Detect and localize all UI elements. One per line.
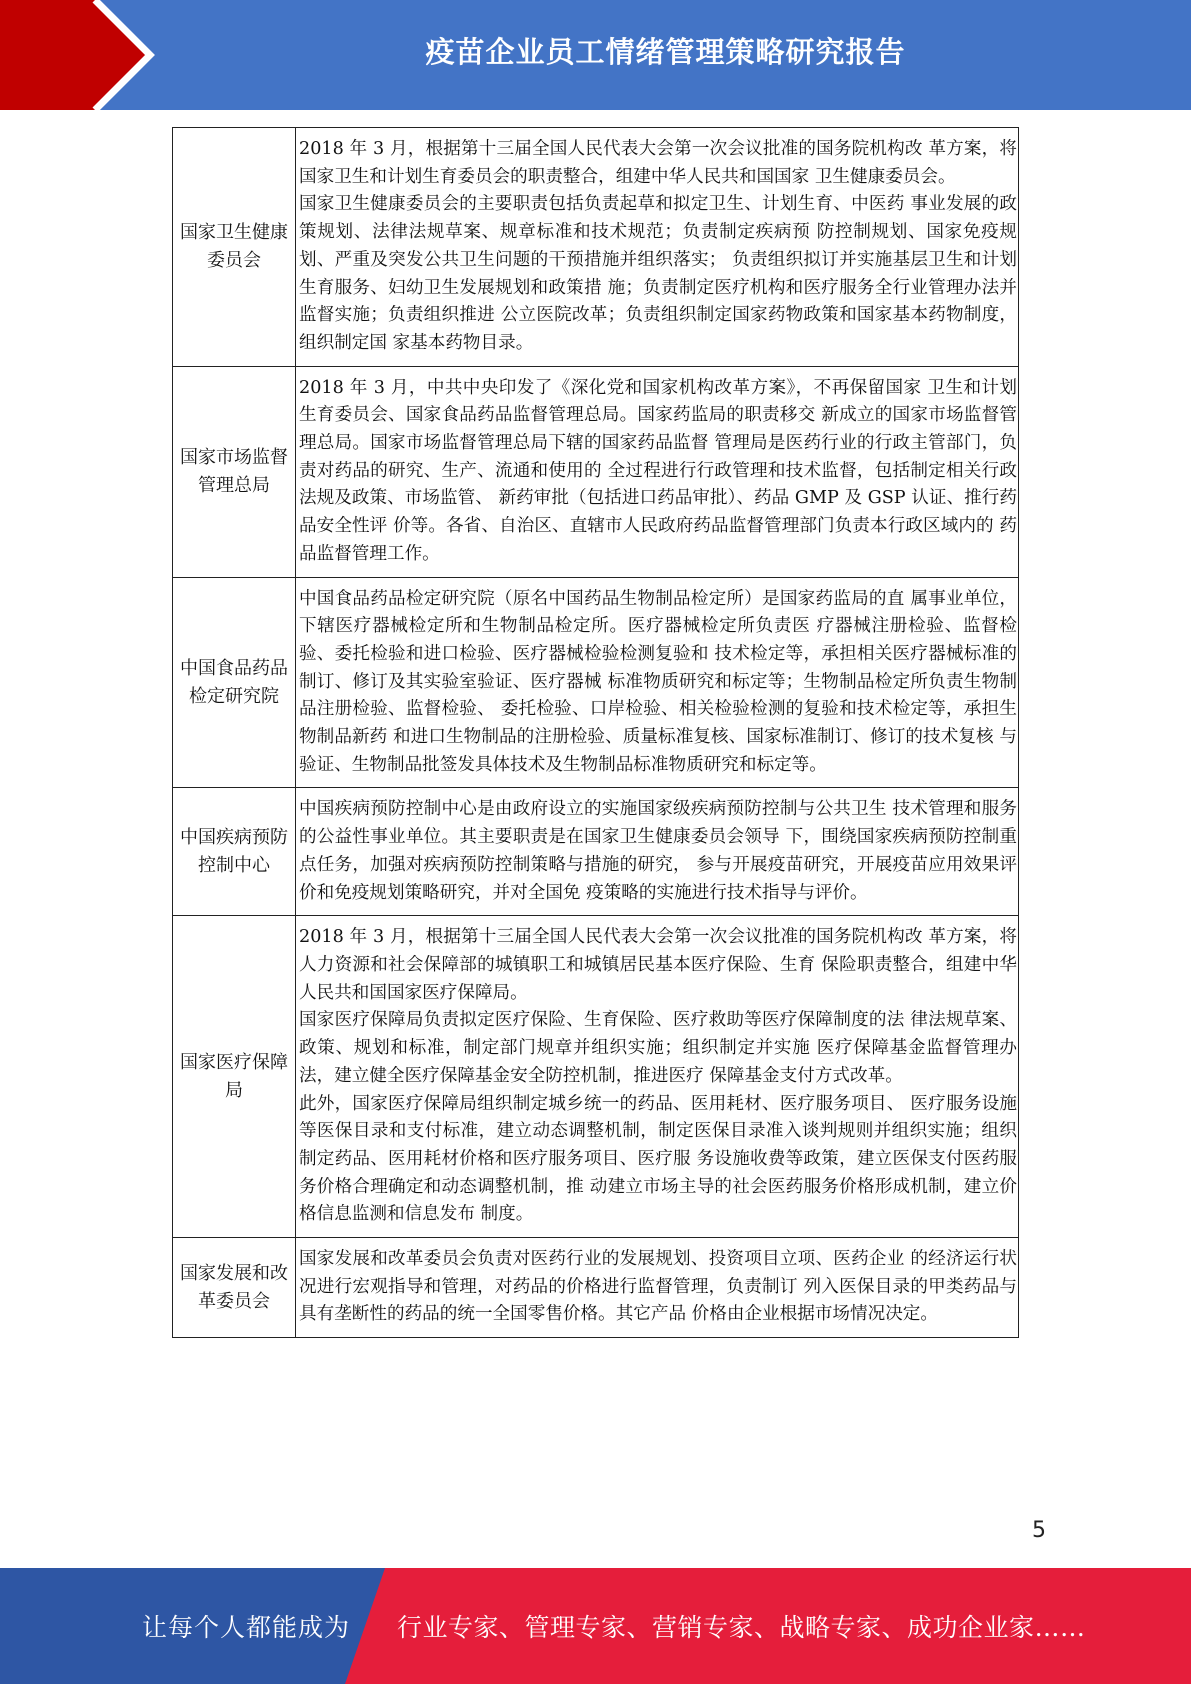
organization-duties (296, 788, 1019, 916)
page-footer (0, 1568, 1191, 1684)
table-row (173, 788, 1019, 916)
duty-paragraph: 国家医疗保障局负责拟定医疗保险、生育保险、医疗救助等医疗保障制度的法 律法规草案、政策、规划和标准，制定部门规章并组织实施；组织制定并实施 医疗保障基金监督管理办法，建立健全医疗保障基金安全防控机制，推进医疗 保障基金支付方式改革。 (299, 1010, 1017, 1086)
table-row (173, 916, 1019, 1238)
organization-name: 中国食品药品检定研究院 (173, 577, 296, 788)
organization-name: 国家卫生健康委员会 (173, 128, 296, 367)
regulator-table (172, 127, 1019, 1338)
organization-name: 国家市场监督管理总局 (173, 366, 296, 577)
table-row (173, 366, 1019, 577)
table-row (173, 577, 1019, 788)
organization-name: 国家医疗保障局 (173, 916, 296, 1238)
organization-duties (296, 1238, 1019, 1338)
organization-duties (296, 577, 1019, 788)
duty-paragraph: 2018 年 3 月，根据第十三届全国人民代表大会第一次会议批准的国务院机构改 革方案，将人力资源和社会保障部的城镇职工和城镇居民基本医疗保险、生育 保险职责整合，组建中华人民共和国国家医疗保障局。 (299, 927, 1017, 1003)
organization-name: 国家发展和改革委员会 (173, 1238, 296, 1338)
duty-paragraph: 国家发展和改革委员会负责对医药行业的发展规划、投资项目立项、医药企业 的经济运行状况进行宏观指导和管理，对药品的价格进行监督管理，负责制订 列入医保目录的甲类药品与具有垄断性的药品的统一全国零售价格。其它产品 价格由企业根据市场情况决定。 (299, 1249, 1017, 1325)
page-number: 5 (1032, 1518, 1046, 1543)
page-header (0, 0, 1191, 110)
duty-paragraph: 国家卫生健康委员会的主要职责包括负责起草和拟定卫生、计划生育、中医药 事业发展的政策规划、法律法规草案、规章标准和技术规范；负责制定疾病预 防控制规划、国家免疫规划、严重及突发公共卫生问题的干预措施并组织落实； 负责组织拟订并实施基层卫生和计划生育服务、妇幼卫生发展规划和政策措 施；负责制定医疗机构和医疗服务全行业管理办法并监督实施；负责组织推进 公立医院改革；负责组织制定国家药物政策和国家基本药物制度，组织制定国 家基本药物目录。 (299, 194, 1017, 353)
table-row (173, 1238, 1019, 1338)
duty-paragraph: 2018 年 3 月，中共中央印发了《深化党和国家机构改革方案》，不再保留国家 卫生和计划生育委员会、国家食品药品监督管理总局。国家药监局的职责移交 新成立的国家市场监督管理总局。国家市场监督管理总局下辖的国家药品监督 管理局是医药行业的行政主管部门，负责对药品的研究、生产、流通和使用的 全过程进行行政管理和技术监督，包括制定相关行政法规及政策、市场监管、 新药审批（包括进口药品审批）、药品 GMP 及 GSP 认证、推行药品安全性评 价等。各省、自治区、直辖市人民政府药品监督管理部门负责本行政区域内的 药品监督管理工作。 (299, 377, 1017, 564)
page-title: 疫苗企业员工情绪管理策略研究报告 (425, 34, 906, 69)
duty-paragraph: 2018 年 3 月，根据第十三届全国人民代表大会第一次会议批准的国务院机构改 革方案，将国家卫生和计划生育委员会的职责整合，组建中华人民共和国国家 卫生健康委员会。 (299, 139, 1017, 187)
organization-duties (296, 128, 1019, 367)
duty-paragraph: 中国食品药品检定研究院（原名中国药品生物制品检定所）是国家药监局的直 属事业单位，下辖医疗器械检定所和生物制品检定所。医疗器械检定所负责医 疗器械注册检验、监督检验、委托检验和进口检验、医疗器械检验检测复验和 技术检定等，承担相关医疗器械标准的制订、修订及其实验室验证、医疗器械 标准物质研究和标定等；生物制品检定所负责生物制品注册检验、监督检验、 委托检验、口岸检验、相关检验检测的复验和技术检定等，承担生物制品新药 和进口生物制品的注册检验、质量标准复核、国家标准制订、修订的技术复核 与验证、生物制品批签发具体技术及生物制品标准物质研究和标定等。 (299, 588, 1017, 775)
header-arrow-icon (0, 0, 180, 110)
footer-slogan-right: 行业专家、管理专家、营销专家、战略专家、成功企业家…… (397, 1613, 1086, 1642)
duty-paragraph: 中国疾病预防控制中心是由政府设立的实施国家级疾病预防控制与公共卫生 技术管理和服务的公益性事业单位。其主要职责是在国家卫生健康委员会领导 下，围绕国家疾病预防控制重点任务，加强对疾病预防控制策略与措施的研究， 参与开展疫苗研究，开展疫苗应用效果评价和免疫规划策略研究，并对全国免 疫策略的实施进行技术指导与评价。 (299, 799, 1017, 903)
organization-duties (296, 916, 1019, 1238)
footer-slogan-left: 让每个人都能成为 (142, 1613, 351, 1642)
table-row (173, 128, 1019, 367)
organization-duties (296, 366, 1019, 577)
organization-name: 中国疾病预防控制中心 (173, 788, 296, 916)
duty-paragraph: 此外，国家医疗保障局组织制定城乡统一的药品、医用耗材、医疗服务项目、 医疗服务设施等医保目录和支付标准，建立动态调整机制，制定医保目录准入谈判规则并组织实施；组织制定药品、医用耗材价格和医疗服务项目、医疗服 务设施收费等政策，建立医保支付医药服务价格合理确定和动态调整机制，推 动建立市场主导的社会医药服务价格形成机制，建立价格信息监测和信息发布 制度。 (299, 1093, 1017, 1225)
